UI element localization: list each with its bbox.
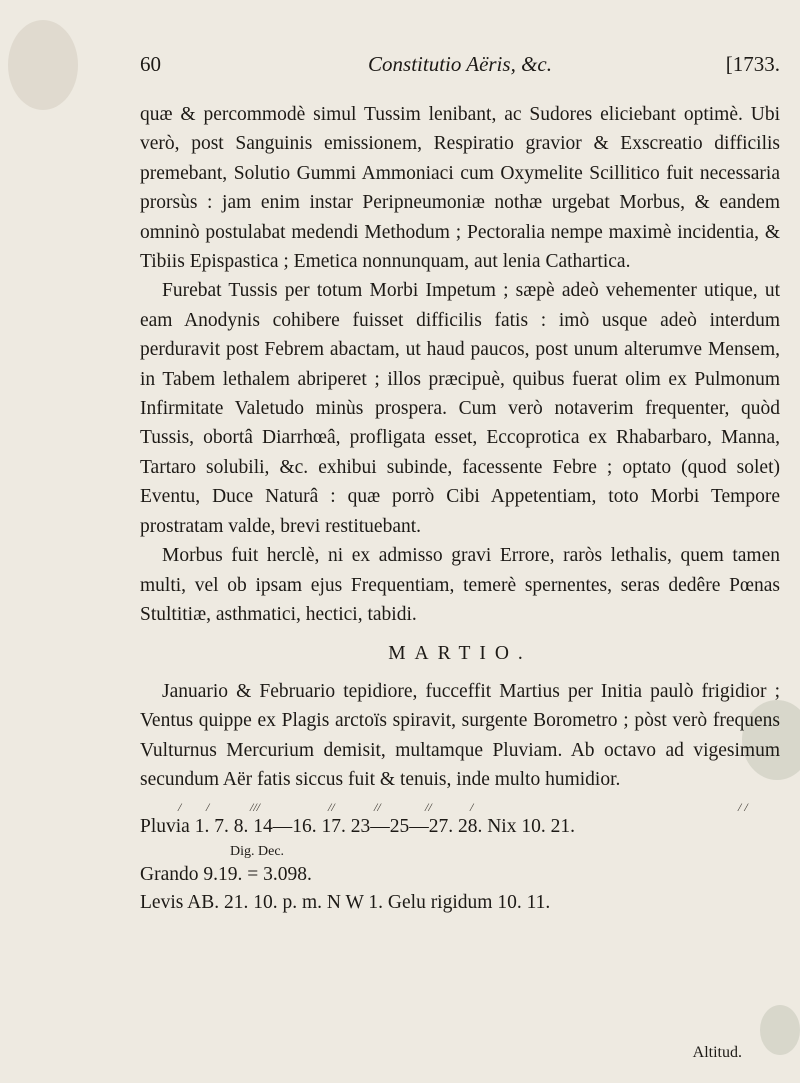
paper-stain — [8, 20, 78, 110]
paragraph-tussis: Furebat Tussis per totum Morbi Impetum ; sæpè adeò vehementer utique, ut eam Anodynis cohibere fuisset difficilis fatis : imò usque adeò interdum perduravit post Febrem abactam, ut haud paucos, post unum alterumve Mensem, in Tabem lethalem abriperet ; illos præcipuè, quibus fuerat olim ex Pulmonum Infirmitate Valetudo minùs prospera. Cum verò notaverim frequenter, quòd Tussis, obortâ Diarrhœâ, profligata esset, Eccoprotica ex Rhabarbaro, Manna, Tartaro solubili, &c. exhibui subinde, facessente Febre ; optato (quod solet) Eventu, Duce Naturâ : quæ porrò Cibi Appetentiam, toto Morbi Tempore prostratam valde, brevi restituebant. — [140, 280, 780, 537]
paragraph-continued: quæ & percommodè simul Tussim lenibant, ac Sudores eliciebant optimè. Ubi verò, post Sanguinis emissionem, Respiratio gravior & Exscreatio difficilis premebant, Solutio Gummi Ammoniaci cum Oxymelite Scillitico fuit necessaria prorsùs : jam enim instar Peripneumoniæ nothæ urgebat Morbus, & eandem omninò postulabat medendi Methodum ; Pectoralia nempe maximè incidentia, & Tibiis Epispastica ; Emetica nonnunquam, aut lenia Cathartica. — [140, 104, 780, 273]
pluvia-line: Pluvia 1. 7. 8. 14—16. 17. 23—25—27. 28. Nix 10. 21. — [140, 816, 575, 837]
paragraph-martio: Januario & Februario tepidiore, fucceffit Martius per Initia paulò frigidior ; Ventus quippe ex Plagis arctoïs spiravit, surgente Borometro ; pòst verò frequens Vulturnus Mercurium demisit, multamque Pluviam. Ab octavo ad vigesimum secundum Aër fatis siccus fuit & tenuis, inde multo humidior. — [140, 680, 780, 790]
catchword: Altitud. — [692, 1044, 742, 1061]
paragraph-morbus: Morbus fuit herclè, ni ex admisso gravi Errore, raròs lethalis, quem tamen multi, vel ob ipsam ejus Frequentiam, temerè spernentes, seras dedêre Pœnas Stultitiæ, asthmatici, hectici, tabidi. — [140, 545, 780, 625]
section-heading: MARTIO. — [388, 643, 532, 665]
tick-mark: // — [374, 800, 381, 814]
running-title: Constitutio Aëris, &c. — [368, 52, 552, 76]
tick-marks-row — [140, 800, 780, 816]
tick-mark: // — [425, 800, 432, 814]
tick-mark: / — [206, 800, 210, 814]
page-number: 60 — [140, 52, 161, 76]
tick-mark: / — [178, 800, 182, 814]
running-header — [140, 52, 780, 82]
tick-mark: / / — [738, 800, 748, 814]
weather-table — [140, 800, 780, 920]
header-year: [1733. — [725, 52, 780, 76]
tick-mark: / — [470, 800, 474, 814]
levis-line: Levis AB. 21. 10. p. m. N W 1. Gelu rigidum 10. 11. — [140, 892, 551, 913]
main-text — [140, 100, 780, 794]
tick-mark: /// — [250, 800, 261, 814]
tick-mark: // — [328, 800, 335, 814]
dig-dec-note: Dig. Dec. — [230, 844, 285, 859]
paper-stain — [760, 1005, 800, 1055]
grando-line: Grando 9.19. = 3.098. — [140, 864, 312, 885]
